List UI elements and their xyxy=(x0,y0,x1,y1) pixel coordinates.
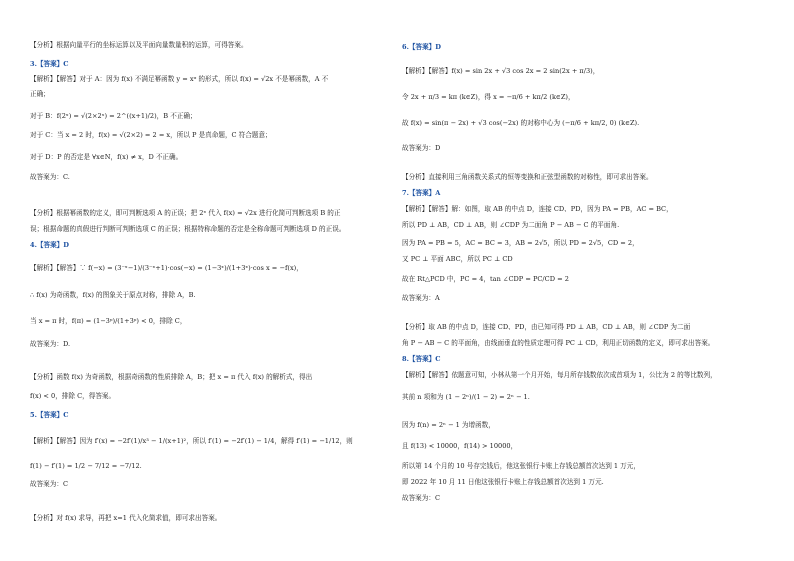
left-text-line: 3.【答案】C xyxy=(30,60,69,68)
left-text-line: 【分析】对 f(x) 求导，再把 x=1 代入化简求值，即可求出答案。 xyxy=(30,514,222,522)
right-text-line: 故答案为：C xyxy=(402,494,441,502)
right-text-line: 【分析】取 AB 的中点 D，连接 CD、PD，由已知可得 PD ⊥ AB，CD ⊥ AB，则 ∠CDP 为二面 xyxy=(402,323,691,331)
right-text-line: 故 f(x) = sin(π − 2x) + √3 cos(−2x) 的对称中心为 (−π/6 + kπ/2, 0) (k∈Z). xyxy=(402,119,640,127)
right-text-line: 【解析】【解答】依题意可知，小林从第一个月开始，每月所存钱数依次成首项为 1，公比为 2 的等比数列， xyxy=(402,371,717,379)
left-text-line: 故答案为：C xyxy=(30,480,69,488)
right-text-line: 6.【答案】D xyxy=(402,43,441,51)
right-text-line: 所以 PD ⊥ AB，CD ⊥ AB，则 ∠CDP 为二面角 P − AB − C 的平面角. xyxy=(402,221,620,229)
right-text-line: 其前 n 项和为 (1 − 2ⁿ)/(1 − 2) = 2ⁿ − 1. xyxy=(402,393,530,401)
left-text-line: 当 x = π 时，f(π) = (1−3ᵖ)/(1+3ᵖ) < 0，排除 C， xyxy=(30,317,187,325)
right-text-line: 7.【答案】A xyxy=(402,189,441,197)
right-text-line: 故答案为：D xyxy=(402,144,441,152)
right-text-line: 因为 f(n) = 2ⁿ − 1 为增函数， xyxy=(402,421,495,429)
left-text-line: 误；根据命题的真假进行判断可判断选项 C 的正误；根据特称命题的否定是全称命题可判断选项 D 的正误。 xyxy=(30,225,346,233)
left-text-line: f(1) − f′(1) = 1/2 − 7/12 = −7/12. xyxy=(30,462,142,470)
left-text-line: 4.【答案】D xyxy=(30,241,69,249)
left-text-line: 5.【答案】C xyxy=(30,411,69,419)
right-text-line: 即 2022 年 10 月 11 日他这张银行卡账上存钱总额首次达到 1 万元. xyxy=(402,478,604,486)
right-text-line: 因为 PA = PB = 5，AC = BC = 3，AB = 2√5，所以 PD = 2√5，CD = 2， xyxy=(402,239,639,247)
right-text-line: 8.【答案】C xyxy=(402,355,441,363)
right-text-line: 所以第 14 个月的 10 号存完钱后，他这张银行卡账上存钱总额首次达到 1 万元， xyxy=(402,462,640,470)
right-text-line: 【解析】【解答】解：如图，取 AB 的中点 D，连接 CD、PD，因为 PA = PB，AC = BC， xyxy=(402,205,673,213)
right-text-line: 故在 Rt△PCD 中，PC = 4，tan ∠CDP = PC/CD = 2 xyxy=(402,275,569,283)
left-text-line: 对于 D：P 的否定是 ∀x∈N，f(x) ≠ x，D 不正确。 xyxy=(30,153,183,161)
left-text-line: 正确； xyxy=(30,90,50,98)
right-text-line: 故答案为：A xyxy=(402,294,440,302)
left-text-line: 【解析】【解答】因为 f′(x) = −2f′(1)/x³ − 1/(x+1)²，所以 f′(1) = −2f′(1) − 1/4，解得 f′(1) = −1/12，则 xyxy=(30,437,353,445)
right-text-line: 【分析】直接利用三角函数关系式的恒等变换和正弦型函数的对称性，即可求出答案。 xyxy=(402,173,653,181)
left-text-line: 对于 C：当 x = 2 时，f(x) = √(2×2) = 2 = x，所以 P 是真命题，C 符合题意； xyxy=(30,131,272,139)
right-text-line: 又 PC ⊥ 平面 ABC，所以 PC ⊥ CD xyxy=(402,255,513,263)
left-text-line: 【解析】【解答】∵ f(−x) = (3⁻ˣ−1)/(3⁻ˣ+1)·cos(−x) = (1−3ˣ)/(1+3ˣ)·cos x = −f(x)， xyxy=(30,264,303,272)
left-text-line: 【分析】根据向量平行的坐标运算以及平面向量数量积的运算，可得答案。 xyxy=(30,41,248,49)
left-text-line: 故答案为：D. xyxy=(30,340,71,348)
right-text-line: 且 f(13) < 10000，f(14) > 10000， xyxy=(402,442,518,450)
left-text-line: 【分析】函数 f(x) 为奇函数，根据奇函数的性质排除 A，B；把 x = π 代入 f(x) 的解析式，得出 xyxy=(30,373,313,381)
left-text-line: 对于 B：f(2ˣ) = √(2×2ˣ) = 2^((x+1)/2)，B 不正确； xyxy=(30,112,197,120)
left-text-line: f(x) < 0，排除 C，得答案。 xyxy=(30,392,116,400)
right-text-line: 【解析】【解答】f(x) = sin 2x + √3 cos 2x = 2 sin(2x + π/3)， xyxy=(402,67,600,75)
right-text-line: 令 2x + π/3 = kπ (k∈Z)，得 x = −π/6 + kπ/2 (k∈Z)， xyxy=(402,93,575,101)
right-text-line: 角 P − AB − C 的平面角，由线面垂直的性质定理可得 PC ⊥ CD，利用正切函数的定义，即可求出答案。 xyxy=(402,339,715,347)
left-text-line: 【解析】【解答】对于 A：因为 f(x) 不满足幂函数 y = xᵅ 的形式，所以 f(x) = √2x 不是幂函数，A 不 xyxy=(30,75,329,83)
left-text-line: 故答案为：C. xyxy=(30,173,70,181)
left-text-line: ∴ f(x) 为奇函数，f(x) 的图象关于原点对称，排除 A，B. xyxy=(30,291,196,299)
left-text-line: 【分析】根据幂函数的定义，即可判断选项 A 的正误；把 2ˣ 代入 f(x) = √2x 进行化简可判断选项 B 的正 xyxy=(30,209,341,217)
